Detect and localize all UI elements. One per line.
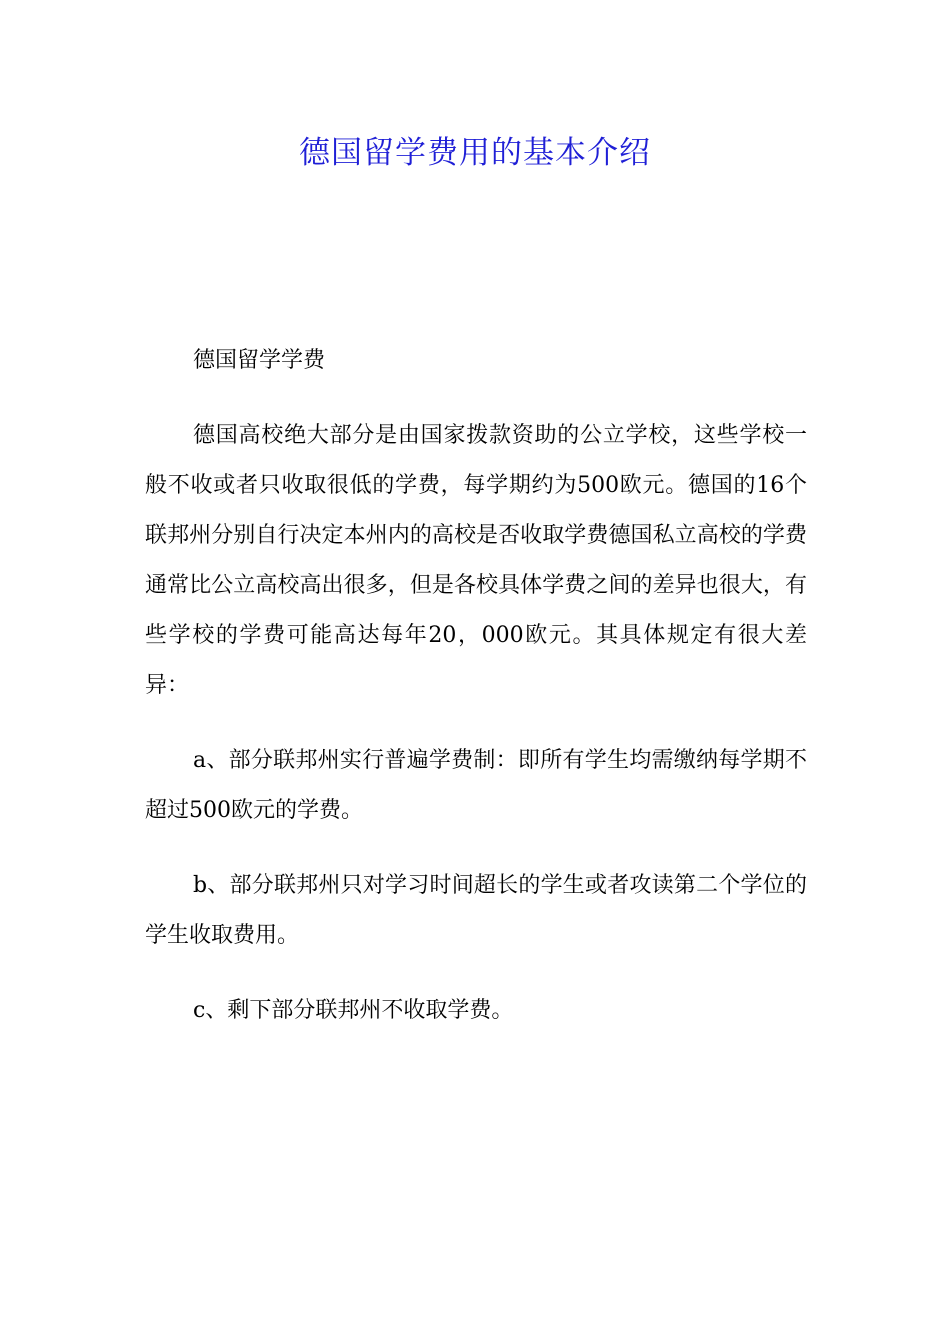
list-item-a: a、部分联邦州实行普遍学费制：即所有学生均需缴纳每学期不超过500欧元的学费。 (145, 748, 807, 823)
document-body (145, 336, 807, 1061)
list-item-b: b、部分联邦州只对学习时间超长的学生或者攻读第二个学位的学生收取费用。 (145, 873, 807, 948)
list-item-c: c、剩下部分联邦州不收取学费。 (193, 998, 514, 1023)
section-heading: 德国留学学费 (193, 348, 326, 373)
paragraph-tuition-overview: 德国高校绝大部分是由国家拨款资助的公立学校，这些学校一般不收或者只收取很低的学费，每学期约为500欧元。德国的16个联邦州分别自行决定本州内的高校是否收取学费德国私立高校的学费通常比公立高校高出很多，但是各校具体学费之间的差异也很大，有些学校的学费可能高达每年20，000欧元。其具体规定有很大差异： (145, 423, 807, 698)
document-title: 德国留学费用的基本介绍 (299, 135, 651, 171)
